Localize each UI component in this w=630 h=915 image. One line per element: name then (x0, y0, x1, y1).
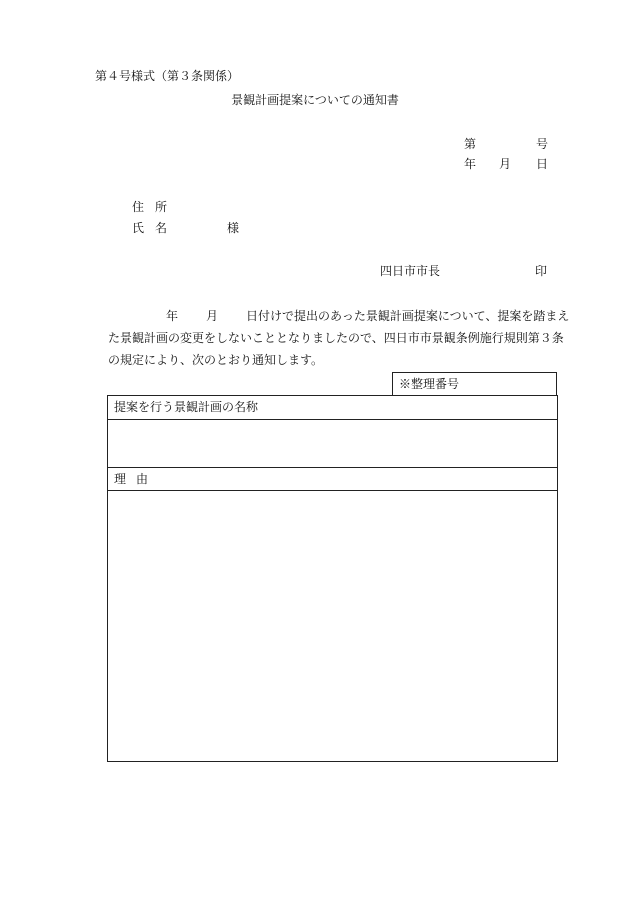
reference-number-cell: ※整理番号 (392, 372, 557, 395)
notice-table (107, 395, 558, 762)
body-text: 日付けで提出のあった景観計画提案について、提案を踏まえた景観計画の変更をしないこととなりましたので、四日市市景観条例施行規則第３条の規定により、次のとおり通知します。 (108, 309, 570, 367)
recipient-name-label: 氏名 (132, 221, 179, 235)
reason-field[interactable] (108, 491, 557, 761)
document-number-suffix: 号 (536, 137, 549, 151)
form-number-label: 第４号様式（第３条関係） (95, 69, 240, 83)
recipient-honorific: 様 (227, 221, 240, 235)
reason-label: 理由 (108, 468, 557, 491)
sender-title: 四日市市長 (380, 264, 441, 278)
body-month-label: 月 (206, 309, 219, 323)
date-month-label: 月 (499, 157, 512, 171)
seal-mark: 印 (535, 264, 548, 278)
body-year-label: 年 (166, 309, 179, 323)
proposal-name-label: 提案を行う景観計画の名称 (108, 396, 557, 420)
proposal-name-field[interactable] (108, 420, 557, 468)
recipient-address-label: 住所 (132, 200, 179, 214)
date-year-label: 年 (464, 157, 477, 171)
document-title: 景観計画提案についての通知書 (231, 93, 399, 107)
notice-body (108, 305, 570, 371)
date-day-label: 日 (536, 157, 549, 171)
document-number-prefix: 第 (464, 137, 477, 151)
